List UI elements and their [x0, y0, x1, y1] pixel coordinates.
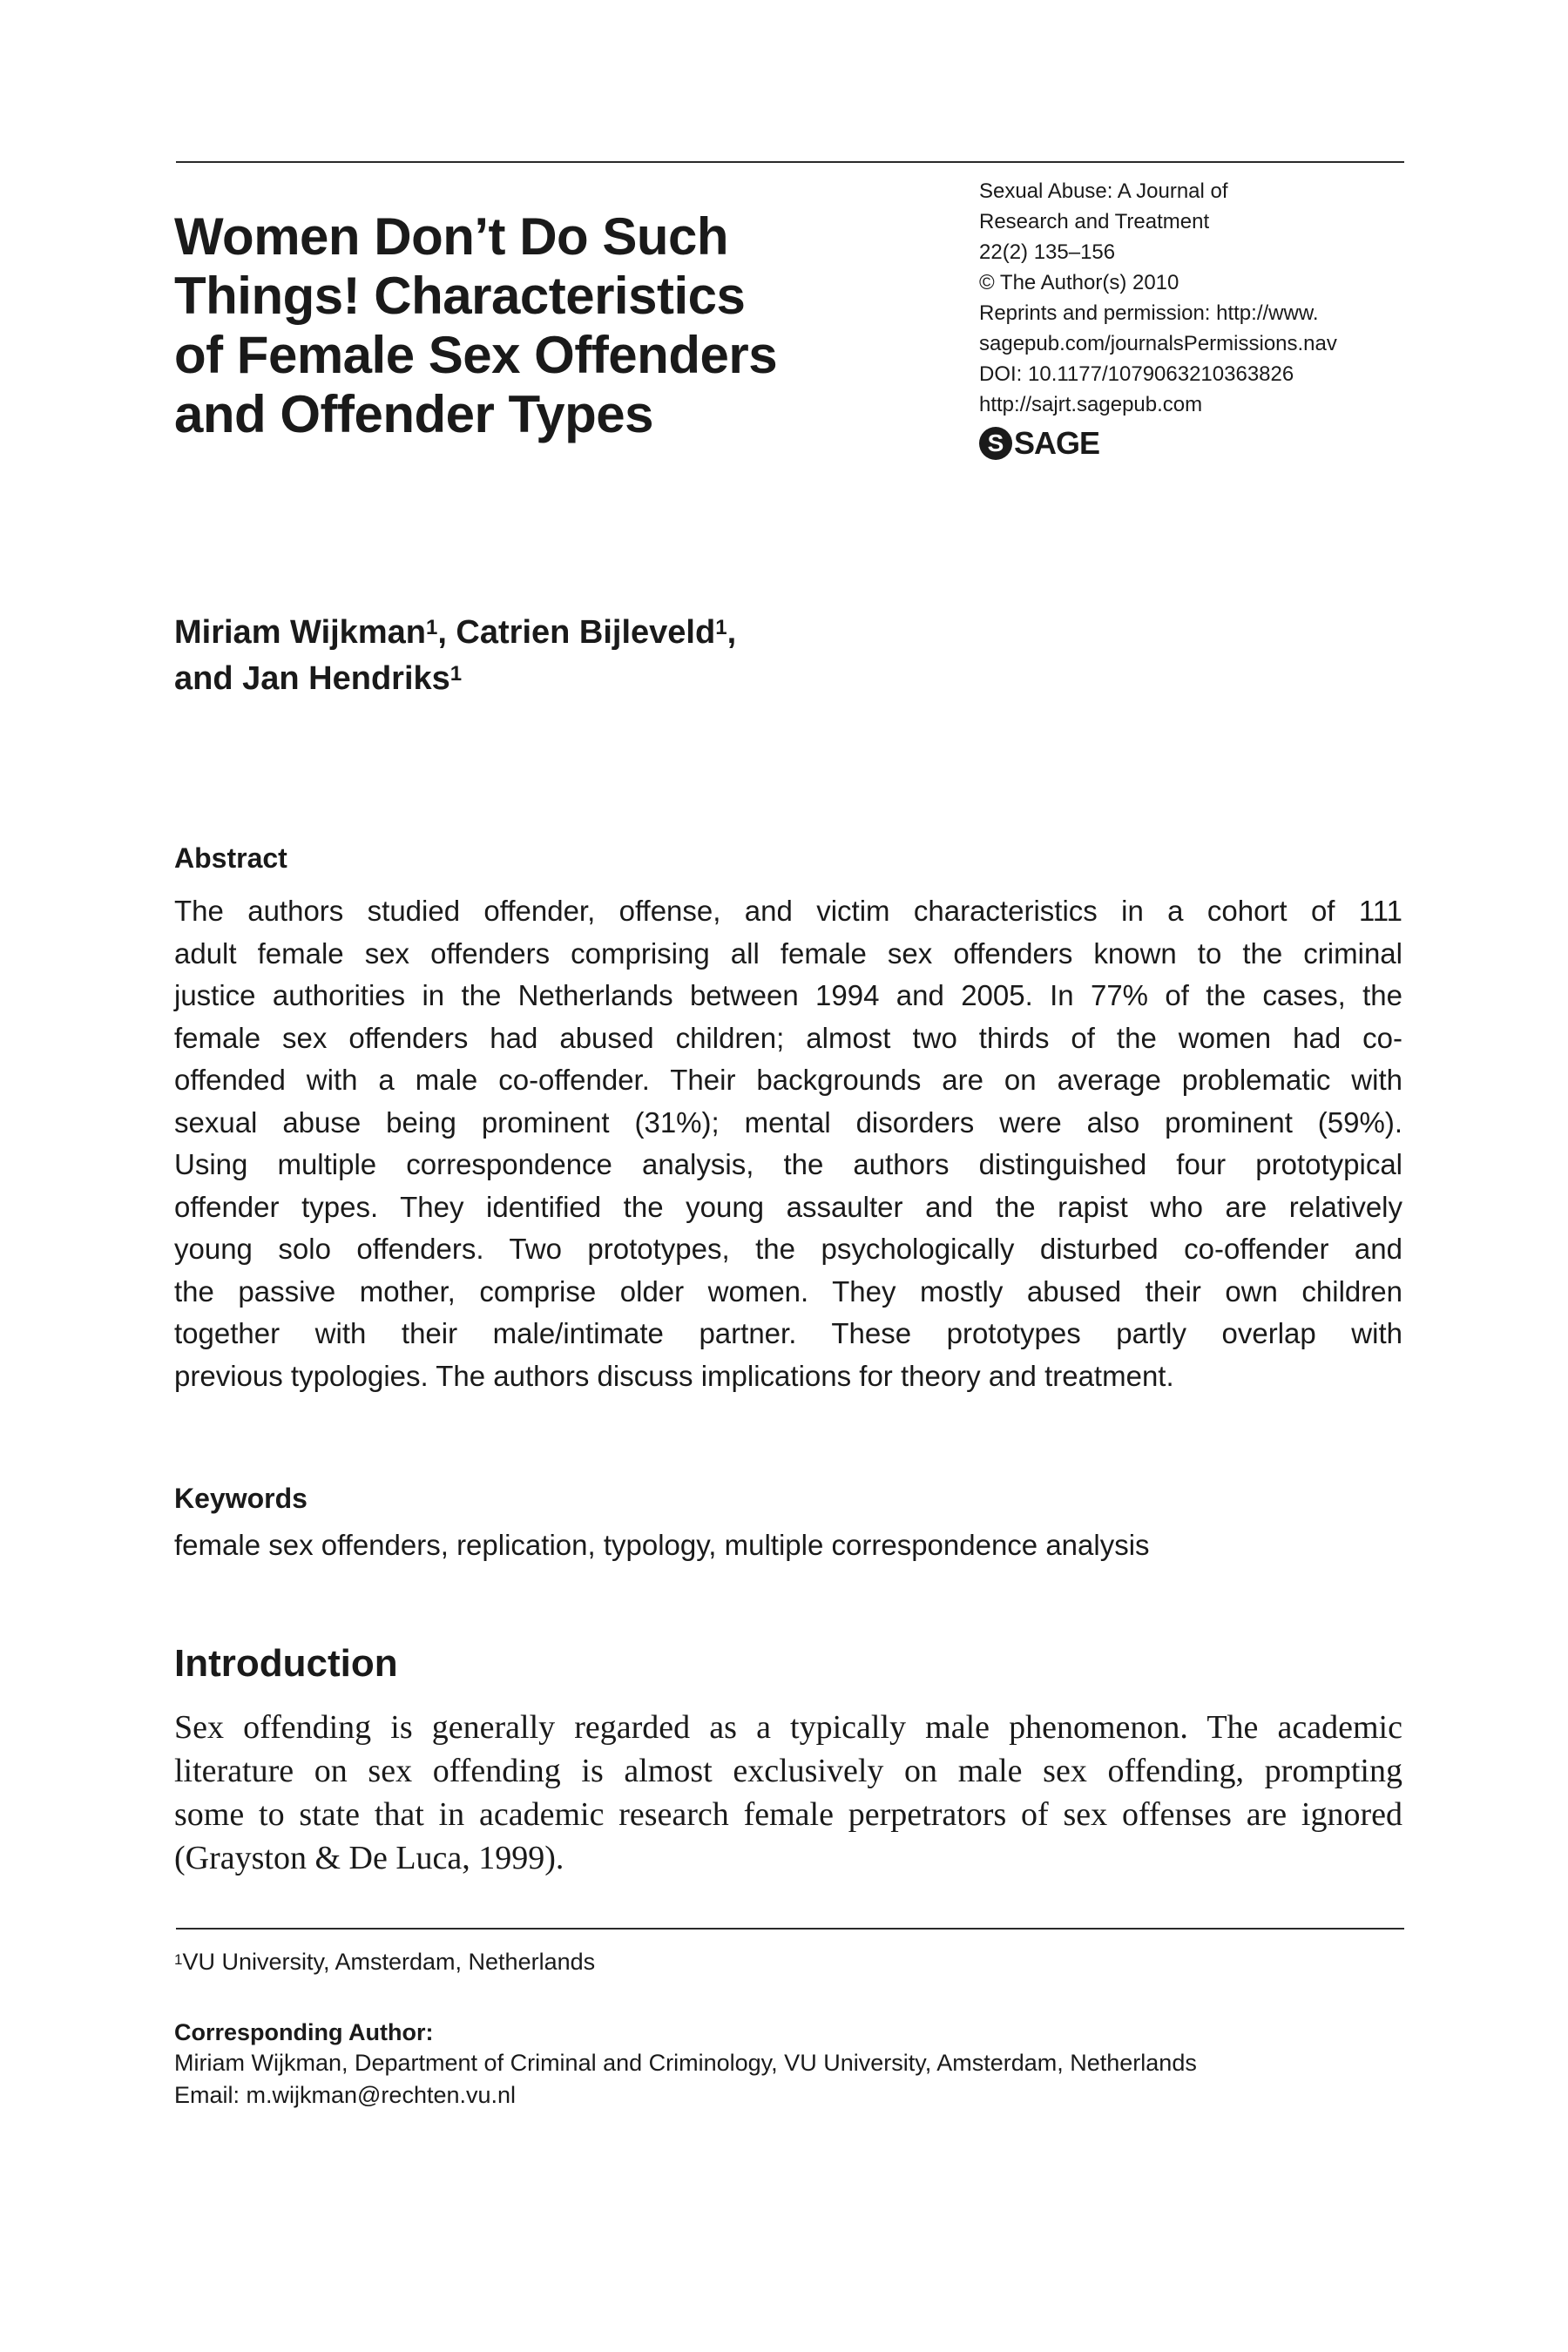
corresponding-author-address: Miriam Wijkman, Department of Criminal and Criminology, VU University, Amsterdam, Netherlands — [174, 2050, 1197, 2076]
sage-logo-text: SAGE — [1014, 425, 1100, 461]
introduction-heading: Introduction — [174, 1642, 398, 1685]
title-line: of Female Sex Offenders — [174, 326, 778, 384]
introduction-line: some to state that in academic research female perpetrators of sex offenses are ignored — [174, 1796, 1402, 1833]
affiliation-marker: 1 — [715, 616, 727, 639]
abstract-line: Using multiple correspondence analysis, the authors distinguished four prototypical — [174, 1148, 1402, 1180]
author-name: Miriam Wijkman — [174, 614, 426, 651]
abstract-line: adult female sex offenders comprising all female sex offenders known to the criminal — [174, 936, 1402, 970]
abstract-heading: Abstract — [174, 842, 287, 874]
introduction-line: (Grayston & De Luca, 1999). — [174, 1840, 564, 1876]
introduction-line: literature on sex offending is almost exclusively on male sex offending, prompting — [174, 1753, 1402, 1789]
corresponding-author-heading: Corresponding Author: — [174, 2019, 434, 2045]
doi: DOI: 10.1177/1079063210363826 — [979, 362, 1294, 386]
journal-name-cont: Research and Treatment — [979, 210, 1210, 233]
keywords-text: female sex offenders, replication, typology, multiple correspondence analysis — [174, 1529, 1150, 1561]
author-line — [174, 610, 1220, 656]
abstract-line: justice authorities in the Netherlands between 1994 and 2005. In 77% of the cases, the — [174, 979, 1402, 1011]
article-title — [174, 207, 871, 444]
corresponding-author-email: Email: m.wijkman@rechten.vu.nl — [174, 2082, 517, 2108]
author-separator: , — [727, 614, 737, 651]
journal-info — [979, 176, 1415, 420]
author-name: and Jan Hendriks — [174, 660, 450, 697]
author-name: , Catrien Bijleveld — [437, 614, 716, 651]
footnote-rule — [176, 1928, 1404, 1930]
introduction-text — [174, 1706, 1402, 1880]
title-line: and Offender Types — [174, 385, 653, 443]
title-line: Things! Characteristics — [174, 267, 746, 325]
affiliation-footnote — [174, 1944, 595, 1979]
abstract-line: the passive mother, comprise older women. They mostly abused their own children — [174, 1274, 1402, 1308]
abstract-line: offended with a male co-offender. Their backgrounds are on average problematic with — [174, 1064, 1402, 1096]
volume-pages: 22(2) 135–156 — [979, 240, 1116, 264]
abstract-line: previous typologies. The authors discuss implications for theory and treatment. — [174, 1359, 1174, 1392]
sage-logo-icon: S — [979, 427, 1012, 460]
copyright: © The Author(s) 2010 — [979, 271, 1179, 294]
journal-url: http://sajrt.sagepub.com — [979, 393, 1203, 416]
affiliation-marker: 1 — [425, 616, 438, 639]
abstract-text — [174, 890, 1402, 1397]
affiliation-marker: 1 — [174, 1951, 183, 1968]
abstract-line: offender types. They identified the young assaulter and the rapist who are relatively — [174, 1190, 1402, 1223]
affiliation-text: VU University, Amsterdam, Netherlands — [182, 1949, 596, 1975]
abstract-line: The authors studied offender, offense, and victim characteristics in a cohort of 111 — [174, 895, 1402, 927]
title-line: Women Don’t Do Such — [174, 207, 729, 266]
abstract-line: together with their male/intimate partner. These prototypes partly overlap with — [174, 1317, 1402, 1349]
keywords-heading: Keywords — [174, 1483, 308, 1514]
journal-name: Sexual Abuse: A Journal of — [979, 179, 1228, 203]
author-line — [174, 656, 1220, 702]
reprints-info-cont: sagepub.com/journalsPermissions.nav — [979, 332, 1337, 355]
abstract-line: young solo offenders. Two prototypes, the psychologically disturbed co-offender and — [174, 1233, 1402, 1265]
abstract-line: sexual abuse being prominent (31%); mental disorders were also prominent (59%). — [174, 1105, 1402, 1139]
introduction-line: Sex offending is generally regarded as a typically male phenomenon. The academic — [174, 1709, 1402, 1746]
abstract-line: female sex offenders had abused children; almost two thirds of the women had co- — [174, 1021, 1402, 1054]
corresponding-author-details — [174, 2047, 1197, 2112]
affiliation-marker: 1 — [449, 662, 463, 686]
top-rule — [176, 161, 1404, 163]
reprints-info: Reprints and permission: http://www. — [979, 301, 1319, 325]
sage-logo — [979, 424, 1099, 463]
author-list — [174, 610, 1220, 702]
